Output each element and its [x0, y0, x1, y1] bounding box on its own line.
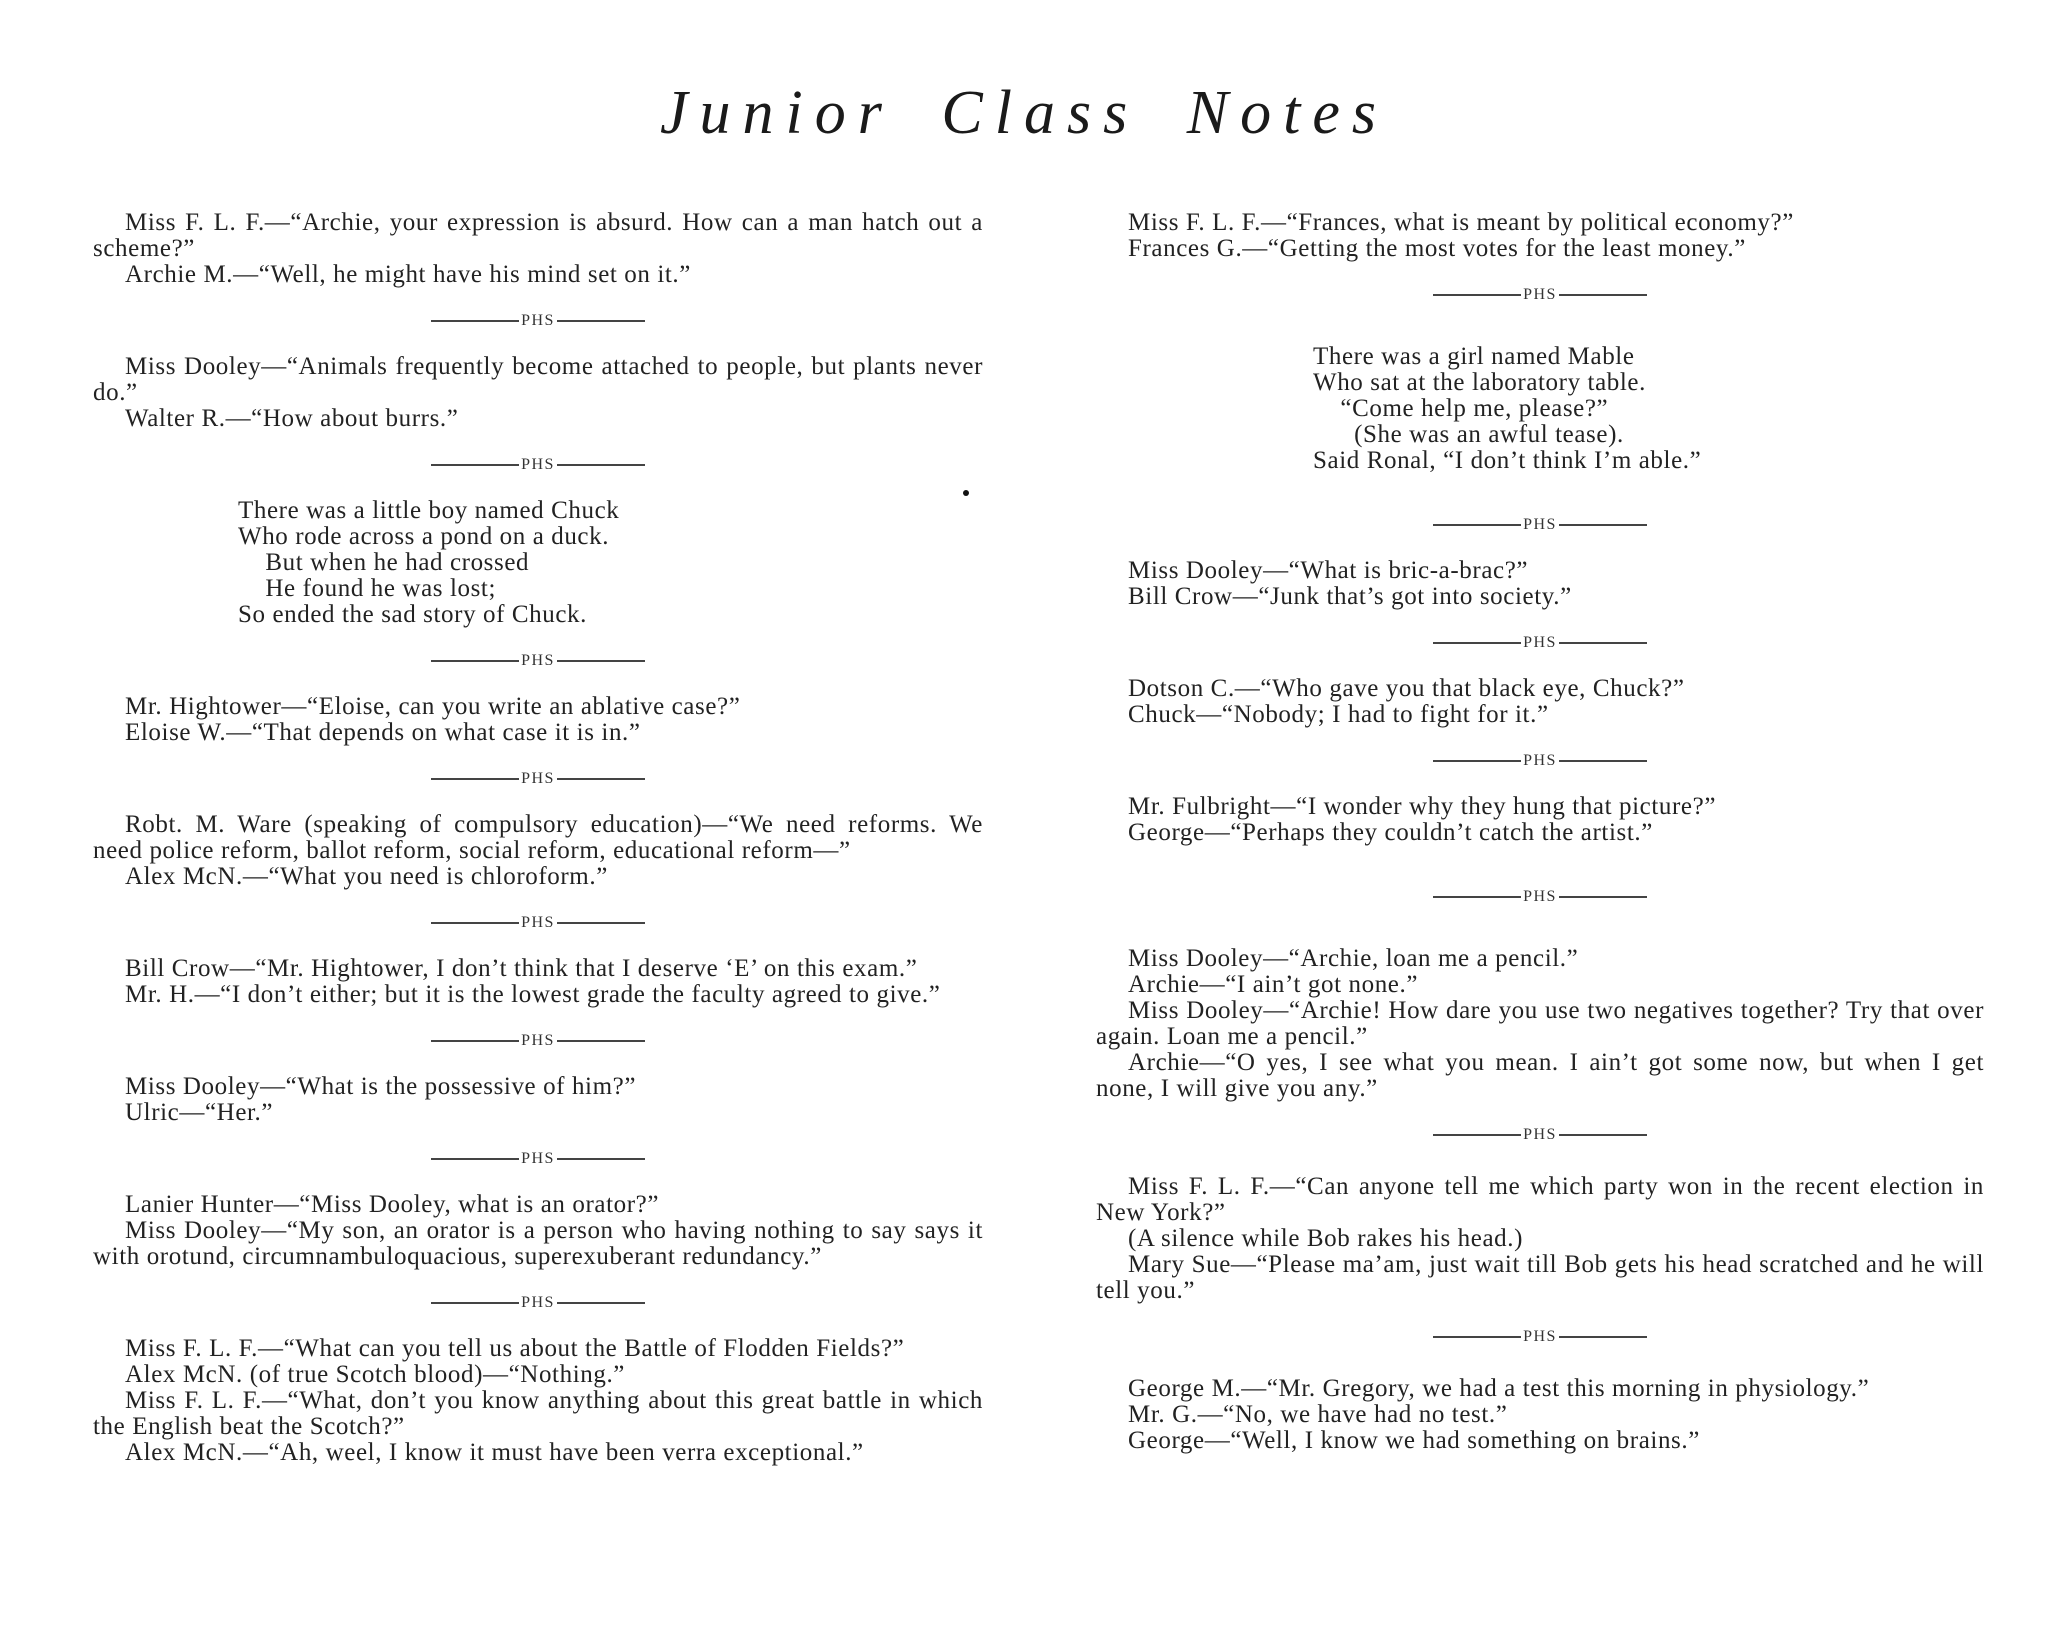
note-line: Miss F. L. F.—“Frances, what is meant by political economy?” [1128, 209, 1794, 236]
poem-line: Who sat at the laboratory table. [1313, 369, 1646, 396]
note-line: Alex McN.—“What you need is chloroform.” [125, 863, 608, 890]
note-line: Miss Dooley—“What is bric-a-brac?” [1128, 557, 1529, 584]
note-line: Miss Dooley—“Archie! How dare you use two negatives together? Try that over again. Loan me a pencil.” [1096, 997, 1984, 1050]
poem [93, 498, 983, 628]
poem-line: But when he had crossed [238, 549, 530, 576]
note-block [93, 1074, 983, 1126]
note-line: Dotson C.—“Who gave you that black eye, Chuck?” [1128, 675, 1685, 702]
poem-line: (She was an awful tease). [1313, 421, 1624, 448]
note-block [1096, 794, 1984, 846]
separator: PHS [1096, 512, 1984, 538]
note-line: Mr. H.—“I don’t either; but it is the lowest grade the faculty agreed to give.” [125, 981, 941, 1008]
separator: PHS [1096, 748, 1984, 774]
separator: PHS [93, 1028, 983, 1054]
note-line: Archie M.—“Well, he might have his mind set on it.” [125, 261, 691, 288]
separator: PHS [1096, 1122, 1984, 1148]
poem-line: “Come help me, please?” [1313, 395, 1609, 422]
note-line: Miss F. L. F.—“Can anyone tell me which party won in the recent election in New York?” [1096, 1173, 1984, 1226]
note-line: Archie—“O yes, I see what you mean. I ain’t got some now, but when I get none, I will give you any.” [1096, 1049, 1984, 1102]
note-line: Robt. M. Ware (speaking of compulsory education)—“We need reforms. We need police reform, ballot reform, social reform, educational reform—” [93, 811, 983, 864]
note-line: George M.—“Mr. Gregory, we had a test this morning in physiology.” [1128, 1375, 1870, 1402]
note-line: George—“Well, I know we had something on brains.” [1128, 1427, 1700, 1454]
note-line: Frances G.—“Getting the most votes for the least money.” [1128, 235, 1746, 262]
note-line: Mary Sue—“Please ma’am, just wait till Bob gets his head scratched and he will tell you.” [1096, 1251, 1984, 1304]
separator: PHS [93, 648, 983, 674]
note-block [1096, 946, 1984, 1102]
note-block [1096, 676, 1984, 728]
poem-line: There was a girl named Mable [1313, 343, 1635, 370]
note-line: Bill Crow—“Mr. Hightower, I don’t think that I deserve ‘E’ on this exam.” [125, 955, 918, 982]
note-line: Bill Crow—“Junk that’s got into society.” [1128, 583, 1572, 610]
poem [1096, 344, 1984, 474]
page-title: Junior Class Notes [660, 79, 1388, 147]
note-line: Mr. Fulbright—“I wonder why they hung that picture?” [1128, 793, 1717, 820]
note-block [1096, 210, 1984, 262]
note-block [93, 1192, 983, 1270]
poem-line: He found he was lost; [238, 575, 497, 602]
note-block [93, 812, 983, 890]
note-line: Miss Dooley—“What is the possessive of him?” [125, 1073, 637, 1100]
separator: PHS [1096, 884, 1984, 910]
separator: PHS [93, 766, 983, 792]
note-line: George—“Perhaps they couldn’t catch the artist.” [1128, 819, 1653, 846]
note-line: Miss Dooley—“My son, an orator is a person who having nothing to say says it with orotund, circumnambuloquacious, superexuberant redundancy.” [93, 1217, 983, 1270]
separator: PHS [93, 1146, 983, 1172]
note-block [1096, 1174, 1984, 1304]
note-line: (A silence while Bob rakes his head.) [1128, 1225, 1524, 1252]
note-line: Ulric—“Her.” [125, 1099, 274, 1126]
left-column [93, 210, 983, 1466]
note-block [1096, 1376, 1984, 1454]
note-line: Alex McN.—“Ah, weel, I know it must have been verra exceptional.” [125, 1439, 864, 1466]
right-column [1096, 210, 1984, 1454]
note-line: Miss F. L. F.—“What, don’t you know anything about this great battle in which the English beat the Scotch?” [93, 1387, 983, 1440]
note-line: Eloise W.—“That depends on what case it is in.” [125, 719, 641, 746]
poem-line: Who rode across a pond on a duck. [238, 523, 610, 550]
note-block [1096, 558, 1984, 610]
note-line: Miss Dooley—“Archie, loan me a pencil.” [1128, 945, 1579, 972]
separator: PHS [1096, 1324, 1984, 1350]
separator: PHS [93, 452, 983, 478]
note-line: Miss F. L. F.—“Archie, your expression is absurd. How can a man hatch out a scheme?” [93, 209, 983, 262]
poem-line: There was a little boy named Chuck [238, 497, 620, 524]
note-line: Miss F. L. F.—“What can you tell us about the Battle of Flodden Fields?” [125, 1335, 905, 1362]
note-line: Walter R.—“How about burrs.” [125, 405, 459, 432]
note-block [93, 956, 983, 1008]
poem-line: So ended the sad story of Chuck. [238, 601, 588, 628]
note-line: Chuck—“Nobody; I had to fight for it.” [1128, 701, 1549, 728]
note-block [93, 210, 983, 288]
separator: PHS [93, 1290, 983, 1316]
poem-line: Said Ronal, “I don’t think I’m able.” [1313, 447, 1702, 474]
separator: PHS [93, 910, 983, 936]
note-line: Mr. G.—“No, we have had no test.” [1128, 1401, 1508, 1428]
note-block [93, 354, 983, 432]
separator: PHS [1096, 282, 1984, 308]
note-block [93, 1336, 983, 1466]
note-line: Alex McN. (of true Scotch blood)—“Nothing.” [125, 1361, 625, 1388]
note-line: Lanier Hunter—“Miss Dooley, what is an orator?” [125, 1191, 660, 1218]
separator: PHS [93, 308, 983, 334]
note-line: Miss Dooley—“Animals frequently become attached to people, but plants never do.” [93, 353, 983, 406]
note-block [93, 694, 983, 746]
separator: PHS [1096, 630, 1984, 656]
note-line: Mr. Hightower—“Eloise, can you write an ablative case?” [125, 693, 741, 720]
note-line: Archie—“I ain’t got none.” [1128, 971, 1419, 998]
